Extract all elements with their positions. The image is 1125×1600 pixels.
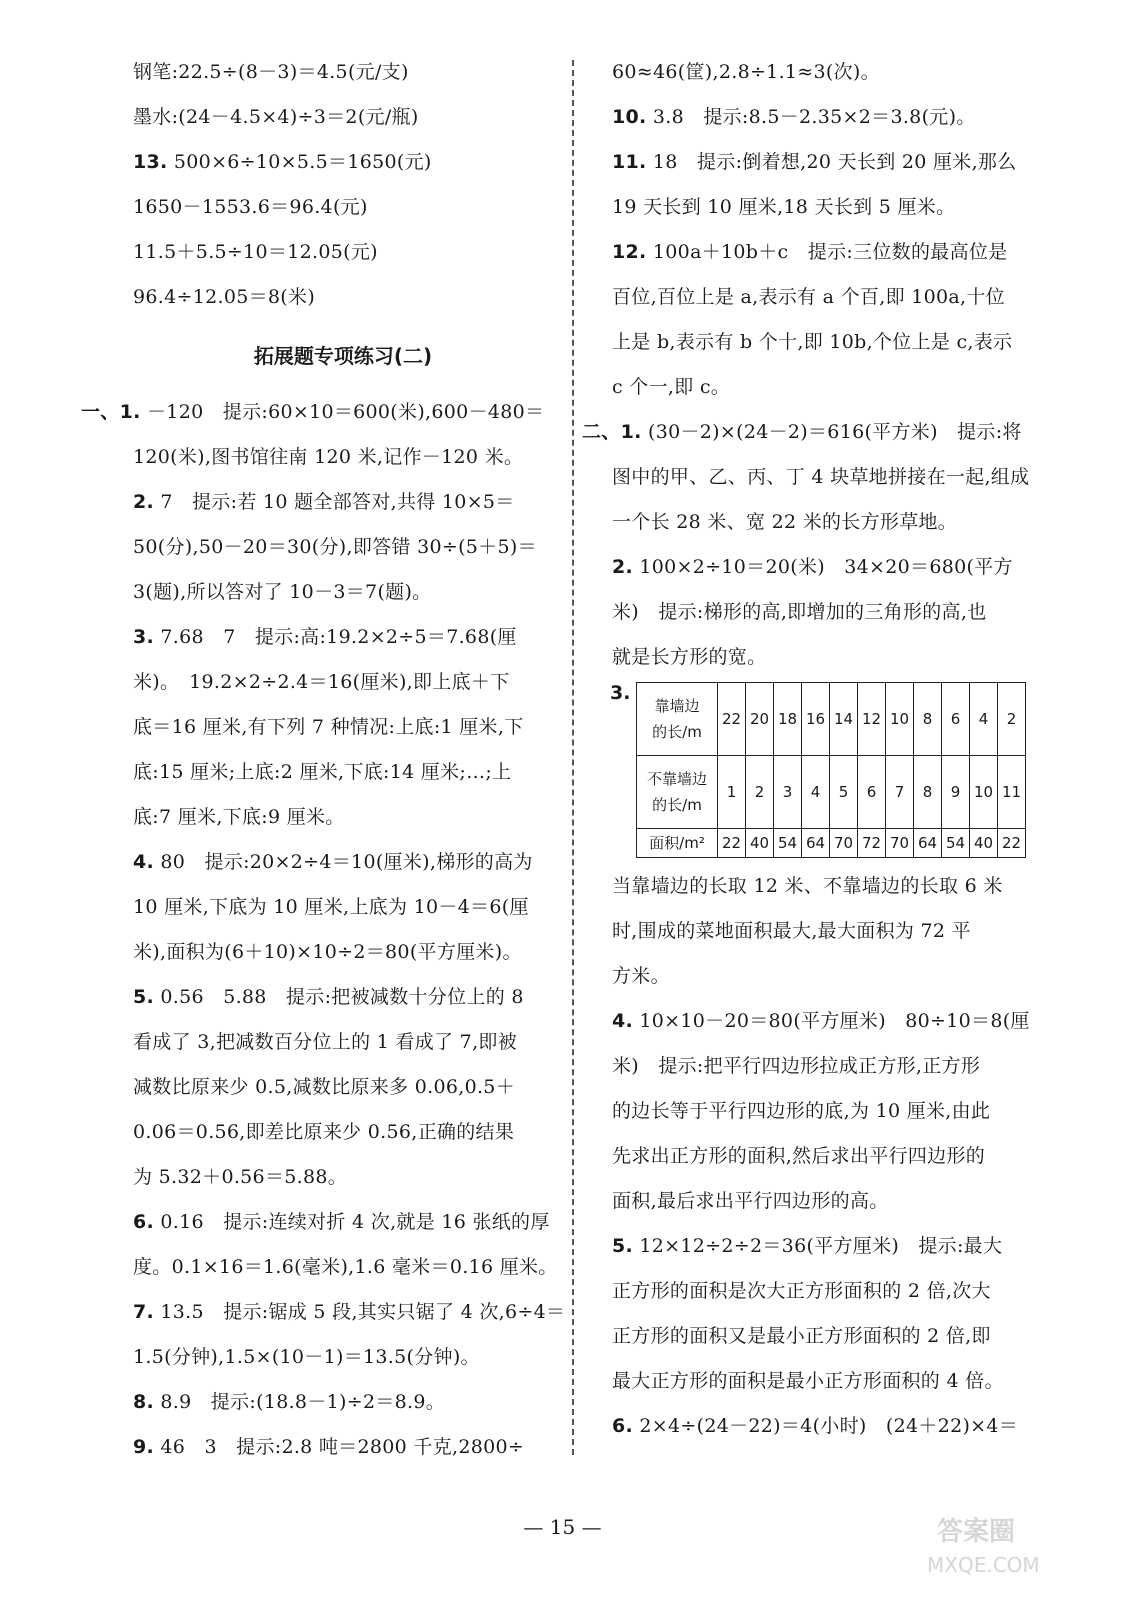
text-line: c 个一,即 c。: [612, 376, 731, 398]
watermark-url: MXQE.COM: [927, 1553, 1040, 1577]
text-line: 方米。: [612, 965, 670, 987]
row-header: 不靠墙边 的长/m: [637, 756, 718, 829]
table-cell: 6: [858, 756, 886, 829]
answer-item: [133, 1380, 553, 1425]
table-cell: 2: [746, 756, 774, 829]
text-line: 的边长等于平行四边形的底,为 10 厘米,由此: [612, 1100, 991, 1122]
answer-item: [133, 1290, 566, 1335]
table-cell: 5: [830, 756, 858, 829]
table-row: [637, 756, 1026, 829]
table-cell: 40: [746, 829, 774, 858]
table-cell: 12: [858, 683, 886, 756]
text-line: 一个长 28 米、宽 22 米的长方形草地。: [612, 511, 958, 533]
text-line: 10×10－20＝80(平方厘米) 80÷10＝8(厘: [639, 1010, 1030, 1032]
question-13: [133, 140, 553, 185]
text-line: 米) 提示:梯形的高,即增加的三角形的高,也: [612, 601, 987, 623]
text-line: 度。0.1×16＝1.6(毫米),1.6 毫米＝0.16 厘米。: [133, 1256, 558, 1278]
text-line: 正方形的面积又是最小正方形面积的 2 倍,即: [612, 1325, 991, 1347]
question-number: 1.: [119, 401, 141, 423]
question-number: 9.: [133, 1436, 155, 1458]
question-number: 11.: [612, 151, 647, 173]
table-cell: 64: [802, 829, 830, 858]
answer-item: [133, 615, 553, 660]
text-line: 米),面积为(6＋10)×10÷2＝80(平方厘米)。: [133, 941, 522, 963]
table-cell: 54: [774, 829, 802, 858]
text-line: 减数比原来少 0.5,减数比原来多 0.06,0.5＋: [133, 1076, 515, 1098]
answer-item: [612, 1404, 1052, 1449]
text-line: 2×4÷(24－22)＝4(小时) (24＋22)×4＝: [639, 1415, 1019, 1437]
area-table: [636, 682, 1026, 858]
text-line: 1650－1553.6＝96.4(元): [133, 196, 368, 218]
section-prefix: 一、: [81, 401, 120, 423]
text-line: 底:15 厘米;上底:2 厘米,下底:14 厘米;…;上: [133, 761, 512, 783]
text-line: 时,围成的菜地面积最大,最大面积为 72 平: [612, 920, 971, 942]
text-line: 墨水:(24－4.5×4)÷3＝2(元/瓶): [133, 106, 419, 128]
text-line: 120(米),图书馆往南 120 米,记作－120 米。: [133, 446, 524, 468]
answer-item: [612, 545, 1052, 590]
section-title: 拓展题专项练习(二): [253, 344, 433, 368]
text-line: 当靠墙边的长取 12 米、不靠墙边的长取 6 米: [612, 875, 1003, 897]
text-line: 50(分),50－20＝30(分),即答错 30÷(5＋5)＝: [133, 536, 537, 558]
answer-item: [612, 230, 1052, 275]
text-line: 百位,百位上是 a,表示有 a 个百,即 100a,十位: [612, 286, 1005, 308]
table-cell: 2: [998, 683, 1026, 756]
text-line: 19 天长到 10 厘米,18 天长到 5 厘米。: [612, 196, 956, 218]
text-line: 10 厘米,下底为 10 厘米,上底为 10－4＝6(厘: [133, 896, 529, 918]
table-cell: 64: [914, 829, 942, 858]
answer-item: [612, 140, 1052, 185]
table-cell: 14: [830, 683, 858, 756]
question-number: 8.: [133, 1391, 155, 1413]
text-line: 上是 b,表示有 b 个十,即 10b,个位上是 c,表示: [612, 331, 1013, 353]
table-cell: 1: [718, 756, 746, 829]
question-number: 12.: [612, 241, 647, 263]
text-line: 米)。 19.2×2÷2.4＝16(厘米),即上底＋下: [133, 671, 510, 693]
question-number: 2.: [133, 491, 155, 513]
question-number: 7.: [133, 1301, 155, 1323]
table-cell: 7: [886, 756, 914, 829]
table-cell: 18: [774, 683, 802, 756]
table-cell: 54: [942, 829, 970, 858]
table-cell: 72: [858, 829, 886, 858]
text-line: 看成了 3,把减数百分位上的 1 看成了 7,即被: [133, 1031, 518, 1053]
answer-item: [612, 999, 1052, 1044]
text-line: 80 提示:20×2÷4＝10(厘米),梯形的高为: [160, 851, 533, 873]
question-number: 4.: [612, 1010, 634, 1032]
text-line: 底＝16 厘米,有下列 7 种情况:上底:1 厘米,下: [133, 716, 524, 738]
text-line: 米) 提示:把平行四边形拉成正方形,正方形: [612, 1055, 981, 1077]
question-3-table-block: [612, 682, 1052, 858]
text-line: 11.5＋5.5÷10＝12.05(元): [133, 241, 378, 263]
text-line: 面积,最后求出平行四边形的高。: [612, 1190, 889, 1212]
table-row: [637, 829, 1026, 858]
table-cell: 8: [914, 756, 942, 829]
question-number: 10.: [612, 106, 647, 128]
text-line: 0.06＝0.56,即差比原来少 0.56,正确的结果: [133, 1121, 515, 1143]
table-cell: 70: [886, 829, 914, 858]
text-line: 13.5 提示:锯成 5 段,其实只锯了 4 次,6÷4＝: [160, 1301, 566, 1323]
answer-item: [133, 480, 553, 525]
answer-item: [612, 1224, 1052, 1269]
text-line: 正方形的面积是次大正方形面积的 2 倍,次大: [612, 1280, 991, 1302]
text-line: (30－2)×(24－2)＝616(平方米) 提示:将: [648, 421, 1022, 443]
question-number: 6.: [612, 1415, 634, 1437]
text-line: －120 提示:60×10＝600(米),600－480＝: [147, 401, 545, 423]
table-row: [637, 683, 1026, 756]
answer-item: [582, 410, 1052, 455]
text-line: 60≈46(筐),2.8÷1.1≈3(次)。: [612, 61, 880, 83]
table-cell: 3: [774, 756, 802, 829]
text-line: 46 3 提示:2.8 吨＝2800 千克,2800÷: [160, 1436, 525, 1458]
text-line: 图中的甲、乙、丙、丁 4 块草地拼接在一起,组成: [612, 466, 1030, 488]
text-line: 3(题),所以答对了 10－3＝7(题)。: [133, 581, 432, 603]
question-number: 5.: [612, 1235, 634, 1257]
left-column: [81, 50, 566, 1470]
text-line: 0.16 提示:连续对折 4 次,就是 16 张纸的厚: [160, 1211, 550, 1233]
text-line: 1.5(分钟),1.5×(10－1)＝13.5(分钟)。: [133, 1346, 480, 1368]
table-cell: 10: [970, 756, 998, 829]
question-number: 2.: [612, 556, 634, 578]
text-line: 12×12÷2÷2＝36(平方厘米) 提示:最大: [639, 1235, 1003, 1257]
text-line: 钢笔:22.5÷(8－3)＝4.5(元/支): [133, 61, 409, 83]
answer-item: [133, 840, 553, 885]
table-cell: 22: [998, 829, 1026, 858]
table-cell: 6: [942, 683, 970, 756]
right-column: [582, 50, 1052, 1449]
text-line: 7 提示:若 10 题全部答对,共得 10×5＝: [160, 491, 515, 513]
question-number: 1.: [620, 421, 642, 443]
table-cell: 8: [914, 683, 942, 756]
table-cell: 22: [718, 829, 746, 858]
question-number: 3.: [610, 682, 631, 704]
text-line: 8.9 提示:(18.8－1)÷2＝8.9。: [160, 1391, 446, 1413]
text-line: 底:7 厘米,下底:9 厘米。: [133, 806, 345, 828]
text-line: 18 提示:倒着想,20 天长到 20 厘米,那么: [652, 151, 1017, 173]
question-number: 6.: [133, 1211, 155, 1233]
question-number: 5.: [133, 986, 155, 1008]
table-cell: 40: [970, 829, 998, 858]
watermark-logo: [917, 1510, 1107, 1580]
text-line: 先求出正方形的面积,然后求出平行四边形的: [612, 1145, 986, 1167]
text-line: 0.56 5.88 提示:把被减数十分位上的 8: [160, 986, 524, 1008]
table-cell: 70: [830, 829, 858, 858]
question-number: 13.: [133, 151, 168, 173]
question-number: 4.: [133, 851, 155, 873]
text-line: 最大正方形的面积是最小正方形面积的 4 倍。: [612, 1370, 1004, 1392]
answer-item: [612, 95, 1052, 140]
answer-item: [81, 390, 553, 435]
row-header: 靠墙边 的长/m: [637, 683, 718, 756]
table-cell: 11: [998, 756, 1026, 829]
watermark-text: 答案圈: [937, 1517, 1016, 1547]
text-line: 7.68 7 提示:高:19.2×2÷5＝7.68(厘: [160, 626, 517, 648]
text-line: 500×6÷10×5.5＝1650(元): [173, 151, 432, 173]
answer-item: [133, 1200, 553, 1245]
text-line: 为 5.32＋0.56＝5.88。: [133, 1166, 348, 1188]
table-cell: 22: [718, 683, 746, 756]
text-line: 100×2÷10＝20(米) 34×20＝680(平方: [639, 556, 1013, 578]
text-line: 96.4÷12.05＝8(米): [133, 286, 316, 308]
section-prefix: 二、: [582, 421, 621, 443]
row-header: 面积/m²: [637, 829, 718, 858]
answer-item: [133, 975, 553, 1020]
table-cell: 4: [802, 756, 830, 829]
table-cell: 16: [802, 683, 830, 756]
text-line: 就是长方形的宽。: [612, 646, 767, 668]
table-cell: 9: [942, 756, 970, 829]
table-cell: 4: [970, 683, 998, 756]
table-cell: 10: [886, 683, 914, 756]
page-number: — 15 —: [523, 1515, 602, 1539]
text-line: 3.8 提示:8.5－2.35×2＝3.8(元)。: [652, 106, 976, 128]
question-number: 3.: [133, 626, 155, 648]
text-line: 100a＋10b＋c 提示:三位数的最高位是: [652, 241, 1008, 263]
table-cell: 20: [746, 683, 774, 756]
column-divider: [572, 60, 574, 1455]
answer-item: [133, 1425, 553, 1470]
